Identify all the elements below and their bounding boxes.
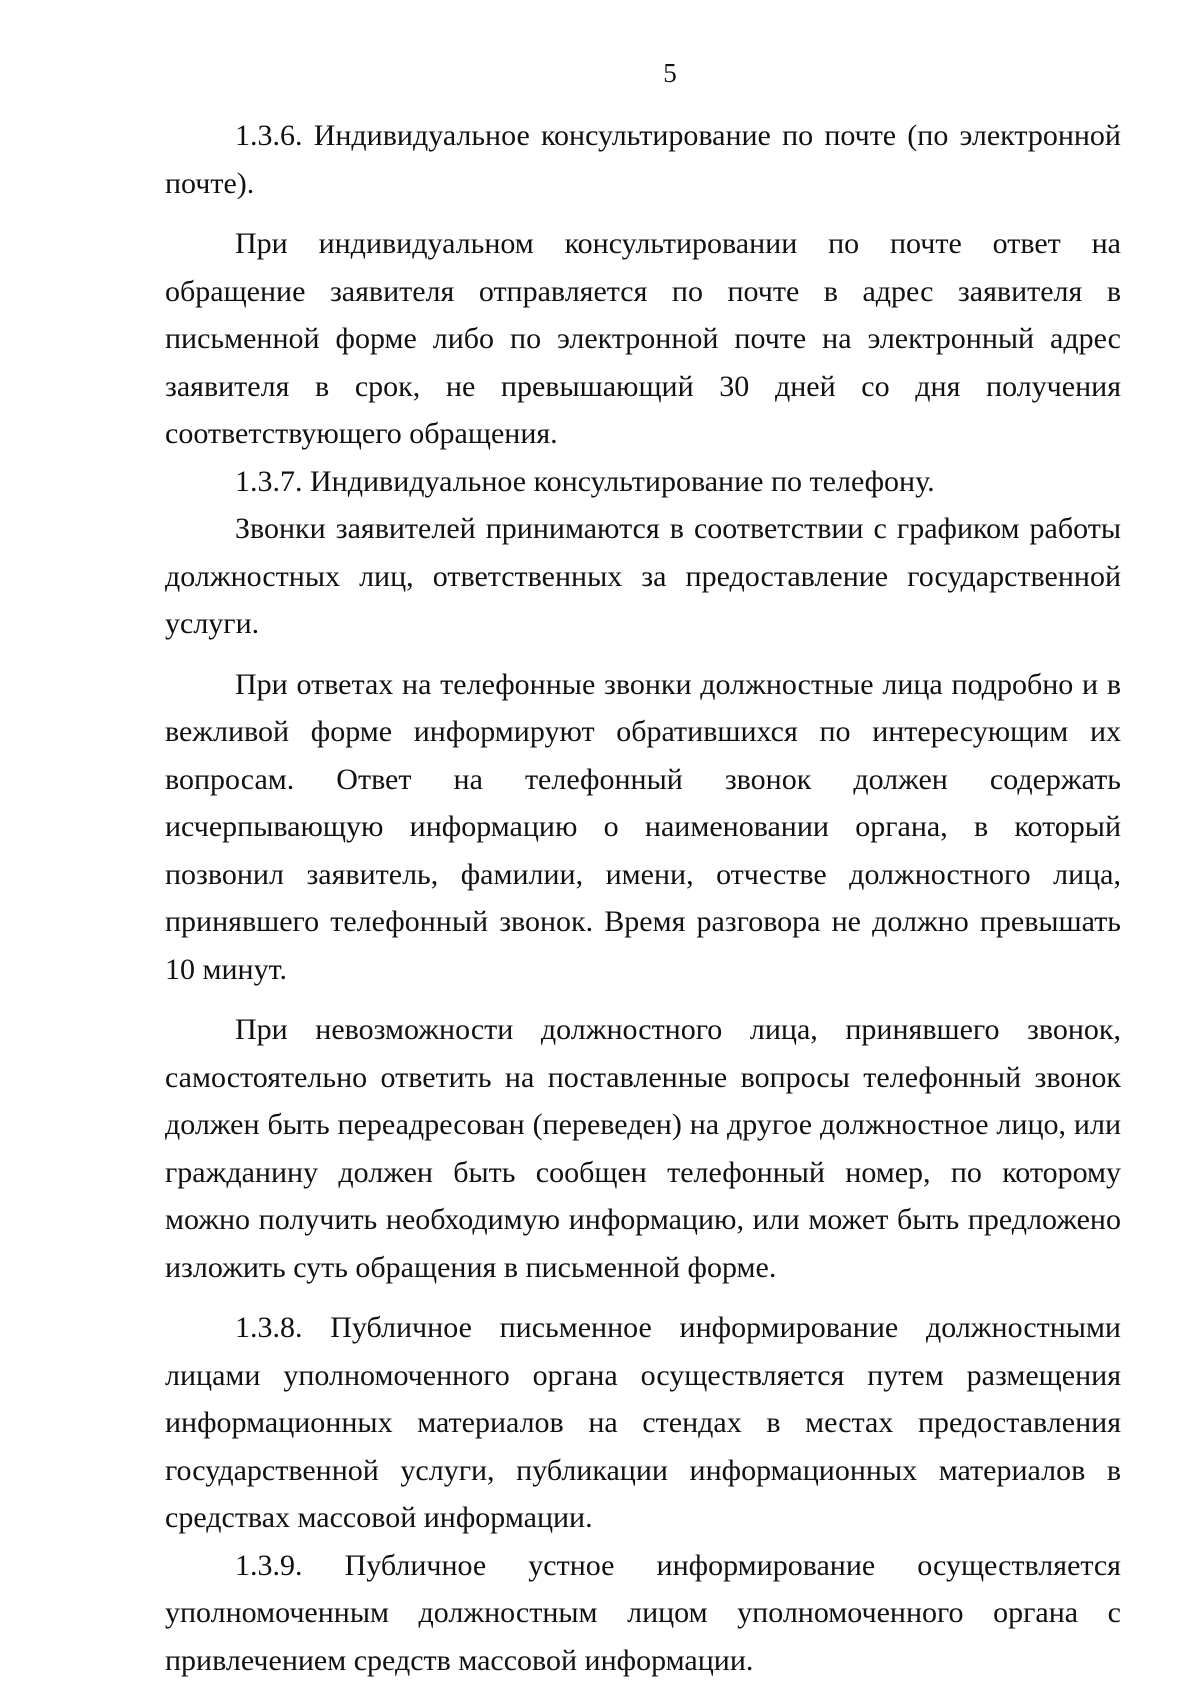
paragraph-call-answers: При ответах на телефонные звонки должностные лица подробно и в вежливой форме информируют обратившихся по интересующим их вопросам. Ответ на телефонный звонок должен содержать исчерпывающую информацию о наименовании органа, в который позвонил заявитель, фамилии, имени, отчестве должностного лица, принявшего телефонный звонок. Время разговора не должно превышать 10 минут.: [165, 667, 1121, 986]
paragraph-1-3-8: 1.3.8. Публичное письменное информирование должностными лицами уполномоченного органа осуществляется путем размещения информационных материалов на стендах в местах предоставления государственной услуги, публикации информационных материалов в средствах массовой информации.: [165, 1311, 1121, 1534]
paragraph-calls-schedule: Звонки заявителей принимаются в соответствии с графиком работы должностных лиц, ответственных за предоставление государственной услуги.: [165, 512, 1121, 640]
paragraph-1-3-7: 1.3.7. Индивидуальное консультирование по телефону.: [235, 464, 935, 498]
document-body: [165, 112, 1121, 1684]
paragraph-1-3-6: 1.3.6. Индивидуальное консультирование по почте (по электронной почте).: [165, 119, 1121, 200]
paragraph-1-3-9: 1.3.9. Публичное устное информирование осуществляется уполномоченным должностным лицом уполномоченного органа с привлечением средств массовой информации.: [165, 1548, 1121, 1677]
paragraph-mail-consulting: При индивидуальном консультировании по почте ответ на обращение заявителя отправляется по почте в адрес заявителя в письменной форме либо по электронной почте на электронный адрес заявителя в срок, не превышающий 30 дней со дня получения соответствующего обращения.: [165, 227, 1121, 450]
paragraph-call-redirect: При невозможности должностного лица, принявшего звонок, самостоятельно ответить на поставленные вопросы телефонный звонок должен быть переадресован (переведен) на другое должностное лицо, или гражданину должен быть сообщен телефонный номер, по которому можно получить необходимую информацию, или может быть предложено изложить суть обращения в письменной форме.: [165, 1013, 1121, 1284]
page-number: 5: [663, 58, 677, 88]
